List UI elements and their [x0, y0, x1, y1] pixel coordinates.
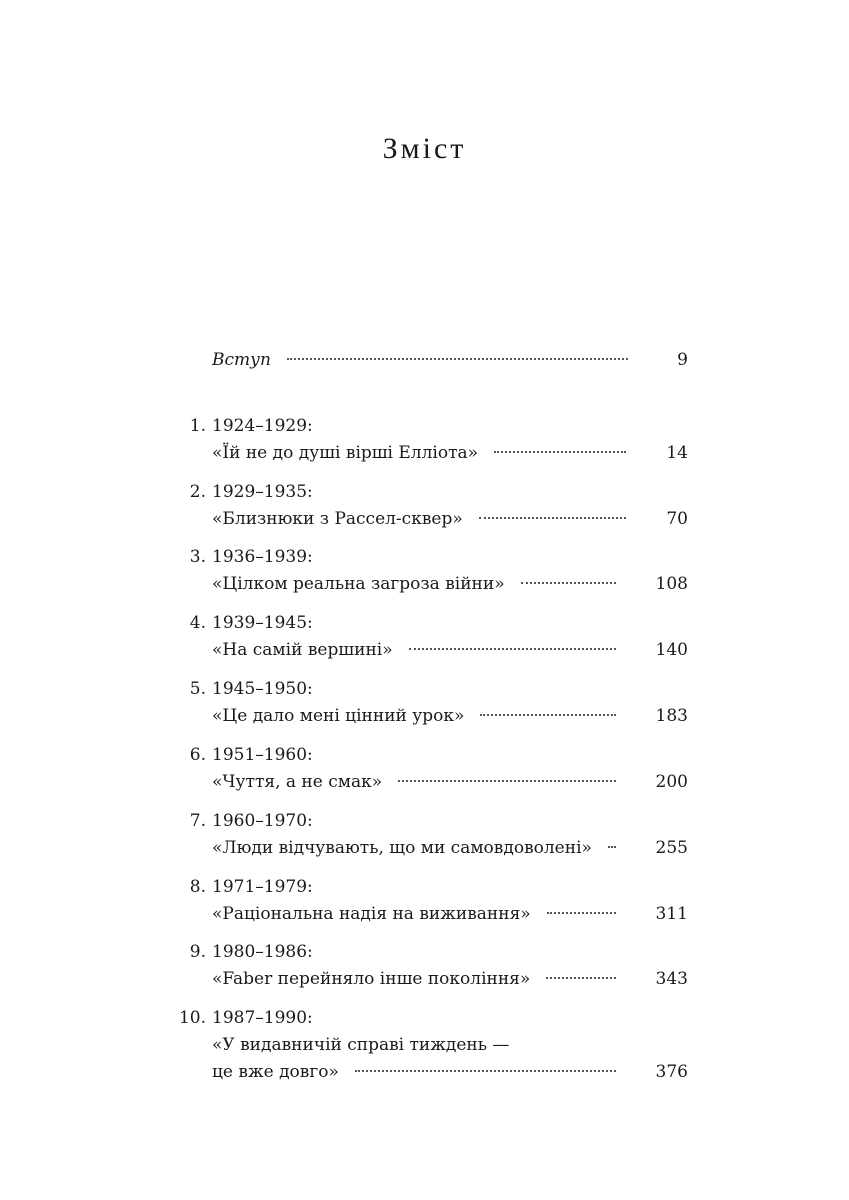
chapter-number: 10.: [178, 1008, 206, 1028]
dot-leader: [409, 648, 616, 650]
page-number: 343: [655, 969, 688, 989]
chapter-title: «Faber перейняло інше покоління»: [212, 969, 531, 989]
chapter-number: 4.: [189, 613, 206, 633]
dot-leader: [355, 1070, 616, 1072]
intro-label: Вступ: [212, 350, 271, 370]
page-number: 255: [655, 838, 688, 858]
chapter-number: 8.: [189, 877, 206, 897]
chapter-dates: 1936–1939:: [212, 547, 313, 567]
dot-leader: [547, 912, 616, 914]
page-number: 200: [655, 772, 688, 792]
chapter-title-line-1: «У видавничій справі тиждень —: [212, 1035, 510, 1055]
chapter-title: «Їй не до душі вірші Елліота»: [212, 443, 479, 463]
chapter-dates: 1939–1945:: [212, 613, 313, 633]
dot-leader: [480, 714, 615, 716]
chapter-dates: 1980–1986:: [212, 942, 313, 962]
chapter-dates: 1929–1935:: [212, 482, 313, 502]
toc-entry-chapter-3[interactable]: [212, 572, 688, 596]
page-number: 183: [655, 706, 688, 726]
toc-entry-chapter-10[interactable]: [212, 1060, 688, 1084]
chapter-dates: 1945–1950:: [212, 679, 313, 699]
page-number: 70: [666, 509, 688, 529]
chapter-dates: 1971–1979:: [212, 877, 313, 897]
page-number: 311: [655, 904, 688, 924]
chapter-title: «Близнюки з Рассел-сквер»: [212, 509, 463, 529]
dot-leader: [398, 780, 615, 782]
dot-leader: [287, 358, 628, 360]
toc-entry-chapter-8[interactable]: [212, 902, 688, 926]
chapter-number: 6.: [189, 745, 206, 765]
page-number: 9: [677, 350, 688, 370]
dot-leader: [546, 977, 615, 979]
page-number: 108: [655, 574, 688, 594]
toc-entry-chapter-4[interactable]: [212, 638, 688, 662]
page-number: 14: [666, 443, 688, 463]
chapter-number: 7.: [189, 811, 206, 831]
toc-entry-chapter-6[interactable]: [212, 770, 688, 794]
toc-entry-chapter-5[interactable]: [212, 704, 688, 728]
page-number: 376: [655, 1062, 688, 1082]
chapter-title: це вже довго»: [212, 1062, 339, 1082]
dot-leader: [479, 517, 627, 519]
chapter-title: «Раціональна надія на виживання»: [212, 904, 531, 924]
chapter-dates: 1987–1990:: [212, 1008, 313, 1028]
dot-leader: [494, 451, 626, 453]
page-number: 140: [655, 640, 688, 660]
chapter-number: 1.: [189, 416, 206, 436]
chapter-dates: 1951–1960:: [212, 745, 313, 765]
page-title: Зміст: [382, 132, 467, 165]
chapter-number: 5.: [189, 679, 206, 699]
chapter-number: 9.: [189, 942, 206, 962]
chapter-number: 2.: [189, 482, 206, 502]
chapter-dates: 1924–1929:: [212, 416, 313, 436]
toc-entry-chapter-1[interactable]: [212, 441, 688, 465]
dot-leader: [521, 582, 616, 584]
dot-leader: [608, 846, 616, 848]
toc-entry-chapter-7[interactable]: [212, 836, 688, 860]
chapter-title: «На самій вершині»: [212, 640, 393, 660]
chapter-number: 3.: [189, 547, 206, 567]
chapter-title: «Це дало мені цінний урок»: [212, 706, 465, 726]
toc-entry-chapter-9[interactable]: [212, 967, 688, 991]
toc-entry-intro[interactable]: [212, 348, 688, 372]
chapter-title: «Цілком реальна загроза війни»: [212, 574, 505, 594]
chapter-dates: 1960–1970:: [212, 811, 313, 831]
toc-entry-chapter-2[interactable]: [212, 507, 688, 531]
chapter-title: «Люди відчувають, що ми самовдоволені»: [212, 838, 592, 858]
chapter-title: «Чуття, а не смак»: [212, 772, 383, 792]
